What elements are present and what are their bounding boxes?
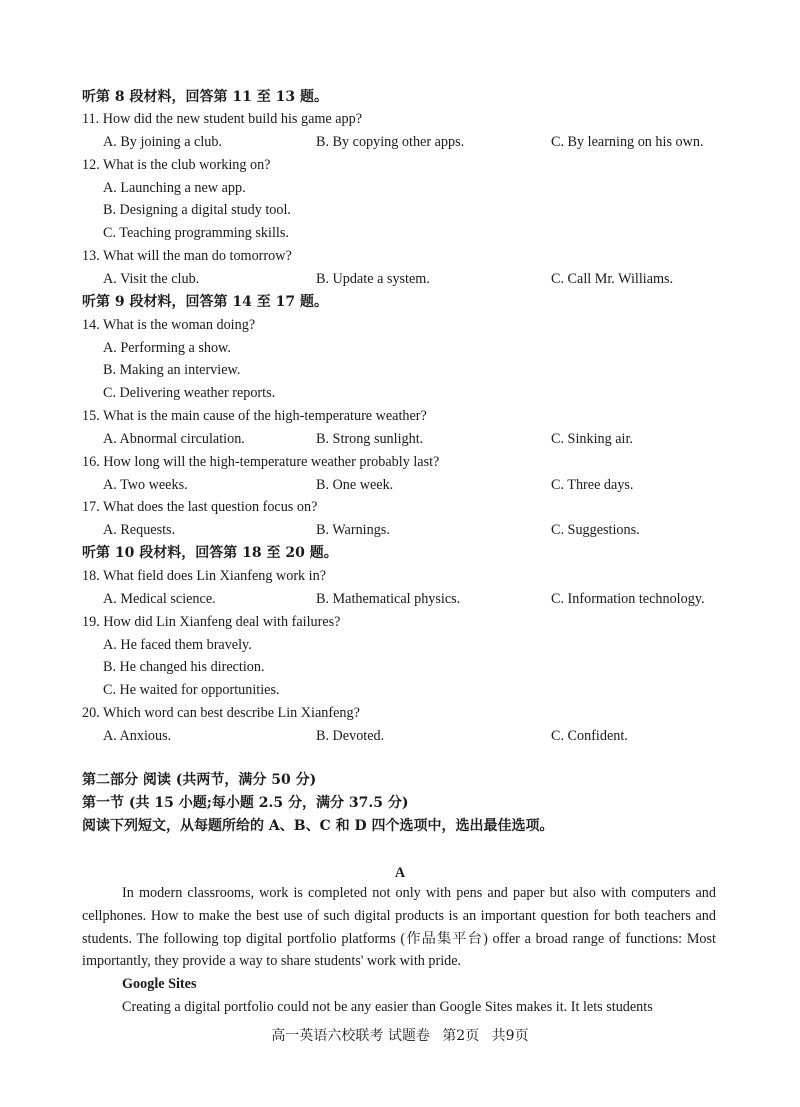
question-14-option-b: B. Making an interview. (103, 362, 241, 378)
question-11-stem: 11. How did the new student build his game app? (82, 111, 363, 127)
section-9-header: 听第 9 段材料，回答第 14 至 17 题。 (82, 294, 328, 310)
section-8-header: 听第 8 段材料，回答第 11 至 13 题。 (82, 89, 328, 105)
question-15-option-b: B. Strong sunlight. (316, 431, 424, 447)
question-20-stem: 20. Which word can best describe Lin Xianfeng? (82, 705, 360, 721)
question-20-option-b: B. Devoted. (316, 728, 385, 744)
question-14-option-a: A. Performing a show. (103, 340, 231, 356)
question-14-stem: 14. What is the woman doing? (82, 317, 256, 333)
question-12-option-a: A. Launching a new app. (103, 180, 246, 196)
question-17-stem: 17. What does the last question focus on? (82, 499, 318, 515)
question-19-option-c: C. He waited for opportunities. (103, 682, 280, 698)
part-2-instruction: 阅读下列短文，从每题所给的 A、B、C 和 D 四个选项中，选出最佳选项。 (82, 818, 554, 834)
question-15-option-c: C. Sinking air. (551, 431, 633, 447)
question-19-option-b: B. He changed his direction. (103, 659, 265, 675)
page-footer (0, 1025, 800, 1045)
question-14-option-c: C. Delivering weather reports. (103, 385, 276, 401)
question-19-option-a: A. He faced them bravely. (103, 637, 252, 653)
question-16-option-b: B. One week. (316, 477, 394, 493)
question-20-option-c: C. Confident. (551, 728, 628, 744)
question-18-option-b: B. Mathematical physics. (316, 591, 461, 607)
part-2-section-1-heading: 第一节 (共 15 小题;每小题 2.5 分，满分 37.5 分) (82, 795, 409, 811)
question-12-option-c: C. Teaching programming skills. (103, 225, 289, 241)
question-16-option-a: A. Two weeks. (103, 477, 188, 493)
question-18-option-c: C. Information technology. (551, 591, 705, 607)
question-11-option-a: A. By joining a club. (103, 134, 223, 150)
question-18-option-a: A. Medical science. (103, 591, 216, 607)
question-20-option-a: A. Anxious. (103, 728, 172, 744)
question-17-option-a: A. Requests. (103, 522, 176, 538)
question-15-stem: 15. What is the main cause of the high-temperature weather? (82, 408, 427, 424)
passage-a-paragraph-1-text: In modern classrooms, work is completed not only with pens and paper but also with computers and cellphones. How to make the best use of such digital products is an important question for both teachers and students. The following top digital portfolio platforms (作品集平台) offer a broad range of functions: Most importantly, they provide a way to share students' work with pride. (82, 885, 716, 970)
footer-total-pages: 共9页 (491, 1028, 529, 1044)
footer-page-number: 第2页 (442, 1028, 480, 1044)
question-16-stem: 16. How long will the high-temperature weather probably last? (82, 454, 440, 470)
question-13-option-c: C. Call Mr. Williams. (551, 271, 674, 287)
passage-a-label: A (394, 865, 406, 881)
question-12-option-b: B. Designing a digital study tool. (103, 202, 291, 218)
question-13-option-a: A. Visit the club. (103, 271, 200, 287)
question-18-stem: 18. What field does Lin Xianfeng work in? (82, 568, 327, 584)
question-13-option-b: B. Update a system. (316, 271, 430, 287)
question-11-option-c: C. By learning on his own. (551, 134, 704, 150)
question-15-option-a: A. Abnormal circulation. (103, 431, 245, 447)
footer-exam-title: 高一英语六校联考 试题卷 (271, 1028, 430, 1044)
question-16-option-c: C. Three days. (551, 477, 634, 493)
passage-a-subheading: Google Sites (122, 976, 197, 992)
question-12-stem: 12. What is the club working on? (82, 157, 271, 173)
section-10-header: 听第 10 段材料，回答第 18 至 20 题。 (82, 545, 338, 561)
question-19-stem: 19. How did Lin Xianfeng deal with failures? (82, 614, 341, 630)
question-13-stem: 13. What will the man do tomorrow? (82, 248, 292, 264)
question-17-option-c: C. Suggestions. (551, 522, 640, 538)
question-17-option-b: B. Warnings. (316, 522, 390, 538)
part-2-title: 第二部分 阅读 (共两节，满分 50 分) (82, 772, 317, 788)
question-11-option-b: B. By copying other apps. (316, 134, 465, 150)
passage-a-paragraph-2-text: Creating a digital portfolio could not be any easier than Google Sites makes it. It lets students (122, 999, 653, 1015)
passage-a-paragraph-1 (82, 882, 716, 973)
passage-a-paragraph-2 (82, 996, 716, 1019)
